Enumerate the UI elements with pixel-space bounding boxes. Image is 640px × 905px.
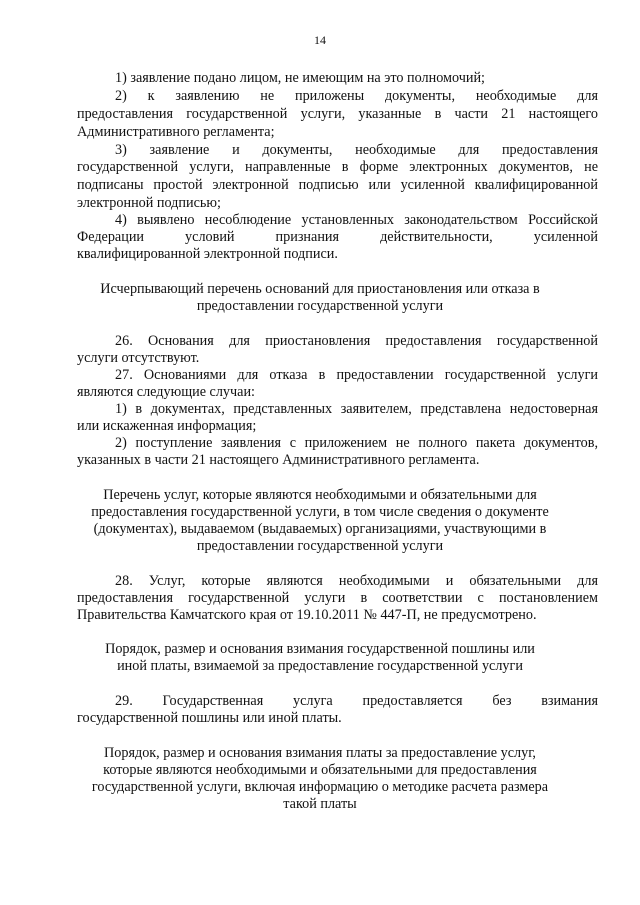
paragraph-line: 26. Основания для приостановления предоставления государственной xyxy=(115,333,598,349)
paragraph-line: подписаны простой электронной подписью или усиленной квалифицированной xyxy=(77,177,598,193)
section-heading-line: Перечень услуг, которые являются необходимыми и обязательными для xyxy=(103,487,537,503)
paragraph-line: государственной пошлины или иной платы. xyxy=(77,710,342,726)
section-heading-line: государственной услуги, включая информацию о методике расчета размера xyxy=(91,779,549,795)
section-heading-line: предоставления государственной услуги, в том числе сведения о документе xyxy=(91,504,549,520)
section-heading-line: иной платы, взимаемой за предоставление государственной услуги xyxy=(117,658,523,674)
paragraph-line: 1) в документах, представленных заявителем, представлена недостоверная xyxy=(115,401,598,417)
section-heading-line: Исчерпывающий перечень оснований для приостановления или отказа в xyxy=(100,281,540,297)
paragraph-line: 29. Государственная услуга предоставляется без взимания xyxy=(115,693,598,709)
paragraph-line: Административного регламента; xyxy=(77,124,275,140)
paragraph-line: 2) к заявлению не приложены документы, необходимые для xyxy=(115,88,598,104)
section-heading-line: Порядок, размер и основания взимания государственной пошлины или xyxy=(105,641,535,657)
section-heading-line: предоставлении государственной услуги xyxy=(196,538,444,554)
section-heading-line: (документах), выдаваемом (выдаваемых) организациями, участвующими в xyxy=(93,521,547,537)
section-heading-line: предоставлении государственной услуги xyxy=(196,298,444,314)
paragraph-line: государственной услуги, направленные в форме электронных документов, не xyxy=(77,159,598,175)
paragraph-line: 1) заявление подано лицом, не имеющим на это полномочий; xyxy=(115,70,485,86)
section-heading-line: которые являются необходимыми и обязательными для предоставления xyxy=(103,762,537,778)
paragraph-line: или искаженная информация; xyxy=(77,418,257,434)
paragraph-line: являются следующие случаи: xyxy=(77,384,255,400)
paragraph-line: электронной подписью; xyxy=(77,195,221,211)
paragraph-line: 27. Основаниями для отказа в предоставлении государственной услуги xyxy=(115,367,598,383)
paragraph-line: предоставления государственной услуги в соответствии с постановлением xyxy=(77,590,598,606)
paragraph-line: предоставления государственной услуги, указанные в части 21 настоящего xyxy=(77,106,598,122)
section-heading-line: такой платы xyxy=(283,796,357,812)
paragraph-line: Федерации условий признания действительности, усиленной xyxy=(77,229,598,245)
paragraph-line: указанных в части 21 настоящего Административного регламента. xyxy=(77,452,480,468)
paragraph-line: услуги отсутствуют. xyxy=(77,350,200,366)
paragraph-line: квалифицированной электронной подписи. xyxy=(77,246,338,262)
paragraph-line: 2) поступление заявления с приложением не полного пакета документов, xyxy=(115,435,598,451)
paragraph-line: 3) заявление и документы, необходимые для предоставления xyxy=(115,142,598,158)
section-heading-line: Порядок, размер и основания взимания платы за предоставление услуг, xyxy=(104,745,536,761)
paragraph-line: 28. Услуг, которые являются необходимыми и обязательными для xyxy=(115,573,598,589)
paragraph-line: 4) выявлено несоблюдение установленных законодательством Российской xyxy=(115,212,598,228)
page-number: 14 xyxy=(314,33,326,47)
paragraph-line: Правительства Камчатского края от 19.10.2011 № 447-П, не предусмотрено. xyxy=(77,607,537,623)
